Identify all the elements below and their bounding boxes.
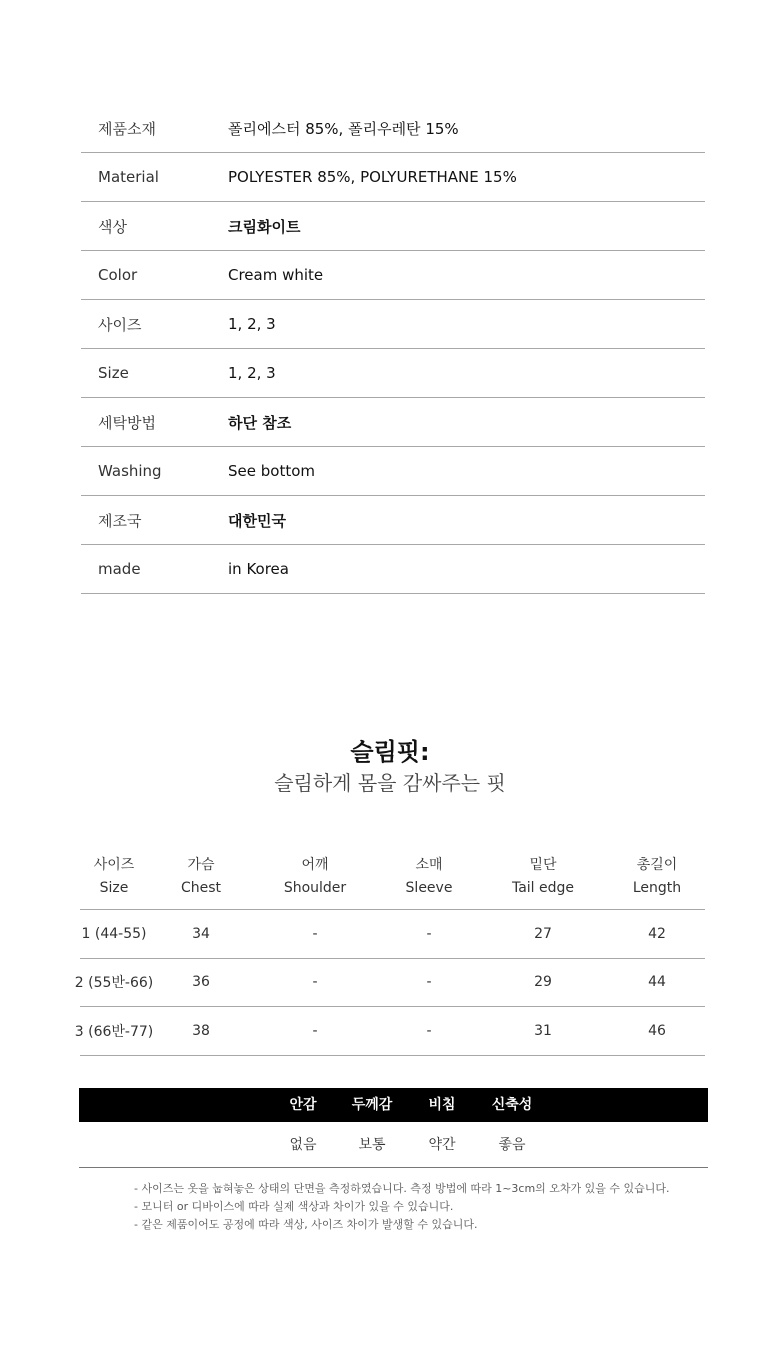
- spec-value: 하단 참조: [228, 413, 292, 432]
- spec-row-material-ko: [81, 104, 705, 153]
- feel-value-transparency: 약간: [428, 1137, 456, 1153]
- feel-label-transparency: 비침: [428, 1097, 456, 1113]
- note-line: - 같은 제품이어도 공정에 따라 색상, 사이즈 차이가 발생할 수 있습니다.: [134, 1218, 478, 1231]
- feel-label-thickness: 두께감: [351, 1097, 393, 1113]
- spec-row-size-en: [81, 349, 705, 398]
- cell-length: 46: [648, 1022, 666, 1039]
- spec-row-origin-ko: [81, 496, 705, 545]
- table-row: [74, 959, 705, 1008]
- feel-label-lining: 안감: [289, 1097, 317, 1113]
- header-en: Sleeve: [405, 880, 453, 896]
- cell-length: 42: [648, 925, 666, 942]
- cell-chest: 36: [192, 974, 210, 991]
- header-ko: 가슴: [187, 857, 215, 873]
- spec-value: 크림화이트: [228, 217, 301, 236]
- header-size: [80, 854, 148, 900]
- spec-label: 제품소재: [98, 119, 156, 138]
- spec-label: Size: [98, 364, 129, 382]
- spec-value: 1, 2, 3: [228, 364, 276, 382]
- cell-shoulder: -: [312, 1022, 318, 1039]
- spec-value: 폴리에스터 85%, 폴리우레탄 15%: [228, 119, 459, 138]
- note-line: - 사이즈는 옷을 눕혀놓은 상태의 단면을 측정하였습니다. 측정 방법에 따라 1~3cm의 오차가 있을 수 있습니다.: [134, 1182, 670, 1195]
- cell-sleeve: -: [426, 1022, 432, 1039]
- header-ko: 소매: [415, 857, 443, 873]
- cell-size: 3 (66반-77): [74, 1023, 154, 1040]
- fit-title: 슬림핏:: [350, 738, 430, 766]
- header-tail-edge: [498, 854, 588, 900]
- header-en: Tail edge: [511, 880, 575, 896]
- spec-label: 세탁방법: [98, 413, 156, 432]
- header-en: Shoulder: [283, 880, 347, 896]
- cell-shoulder: -: [312, 925, 318, 942]
- header-en: Length: [632, 880, 682, 896]
- spec-value: POLYESTER 85%, POLYURETHANE 15%: [228, 168, 517, 186]
- size-table: [74, 854, 705, 1056]
- header-length: [612, 854, 702, 900]
- spec-row-size-ko: [81, 300, 705, 349]
- spec-row-color-ko: [81, 202, 705, 251]
- header-ko: 사이즈: [93, 857, 135, 873]
- note-line: - 모니터 or 디바이스에 따라 실제 색상과 차이가 있을 수 있습니다.: [134, 1200, 454, 1213]
- spec-row-washing-ko: [81, 398, 705, 447]
- feel-value-elasticity: 좋음: [498, 1137, 526, 1153]
- spec-value: 대한민국: [228, 511, 286, 530]
- feel-value-lining: 없음: [289, 1137, 317, 1153]
- feel-value-thickness: 보통: [358, 1137, 386, 1153]
- spec-value: in Korea: [228, 560, 289, 578]
- header-en: Size: [99, 880, 129, 896]
- header-ko: 어깨: [301, 857, 329, 873]
- spec-value: 1, 2, 3: [228, 315, 276, 333]
- spec-label: 사이즈: [98, 315, 142, 334]
- feel-label-elasticity: 신축성: [491, 1097, 533, 1113]
- spec-label: made: [98, 560, 141, 578]
- cell-size: 2 (55반-66): [74, 975, 154, 992]
- spec-label: Washing: [98, 462, 162, 480]
- fit-subtitle: 슬림하게 몸을 감싸주는 핏: [274, 771, 506, 795]
- header-en: Chest: [180, 880, 222, 896]
- spec-row-washing-en: [81, 447, 705, 496]
- cell-size: 1 (44-55): [81, 925, 147, 942]
- spec-row-material-en: [81, 153, 705, 202]
- header-shoulder: [270, 854, 360, 900]
- header-chest: [162, 854, 240, 900]
- cell-shoulder: -: [312, 974, 318, 991]
- fabric-feel-values: [79, 1122, 708, 1168]
- spec-label: 색상: [98, 217, 127, 236]
- cell-tail-edge: 31: [534, 1022, 552, 1039]
- product-spec-table: [81, 104, 705, 594]
- spec-label: 제조국: [98, 511, 142, 530]
- size-notes: [134, 1180, 734, 1234]
- table-row: [74, 1007, 705, 1056]
- cell-chest: 34: [192, 925, 210, 942]
- cell-sleeve: -: [426, 925, 432, 942]
- header-ko: 밑단: [529, 857, 557, 873]
- spec-row-origin-en: [81, 545, 705, 594]
- cell-tail-edge: 27: [534, 925, 552, 942]
- spec-value: See bottom: [228, 462, 315, 480]
- cell-sleeve: -: [426, 974, 432, 991]
- table-row: [80, 910, 705, 959]
- spec-label: Color: [98, 266, 138, 284]
- spec-value: Cream white: [228, 266, 324, 284]
- header-ko: 총길이: [636, 857, 678, 873]
- size-table-header: [80, 854, 705, 910]
- spec-row-color-en: [81, 251, 705, 300]
- cell-chest: 38: [192, 1022, 210, 1039]
- cell-tail-edge: 29: [534, 974, 552, 991]
- cell-length: 44: [648, 974, 666, 991]
- header-sleeve: [389, 854, 469, 900]
- fabric-feel-header: [79, 1088, 708, 1122]
- spec-label: Material: [98, 168, 159, 186]
